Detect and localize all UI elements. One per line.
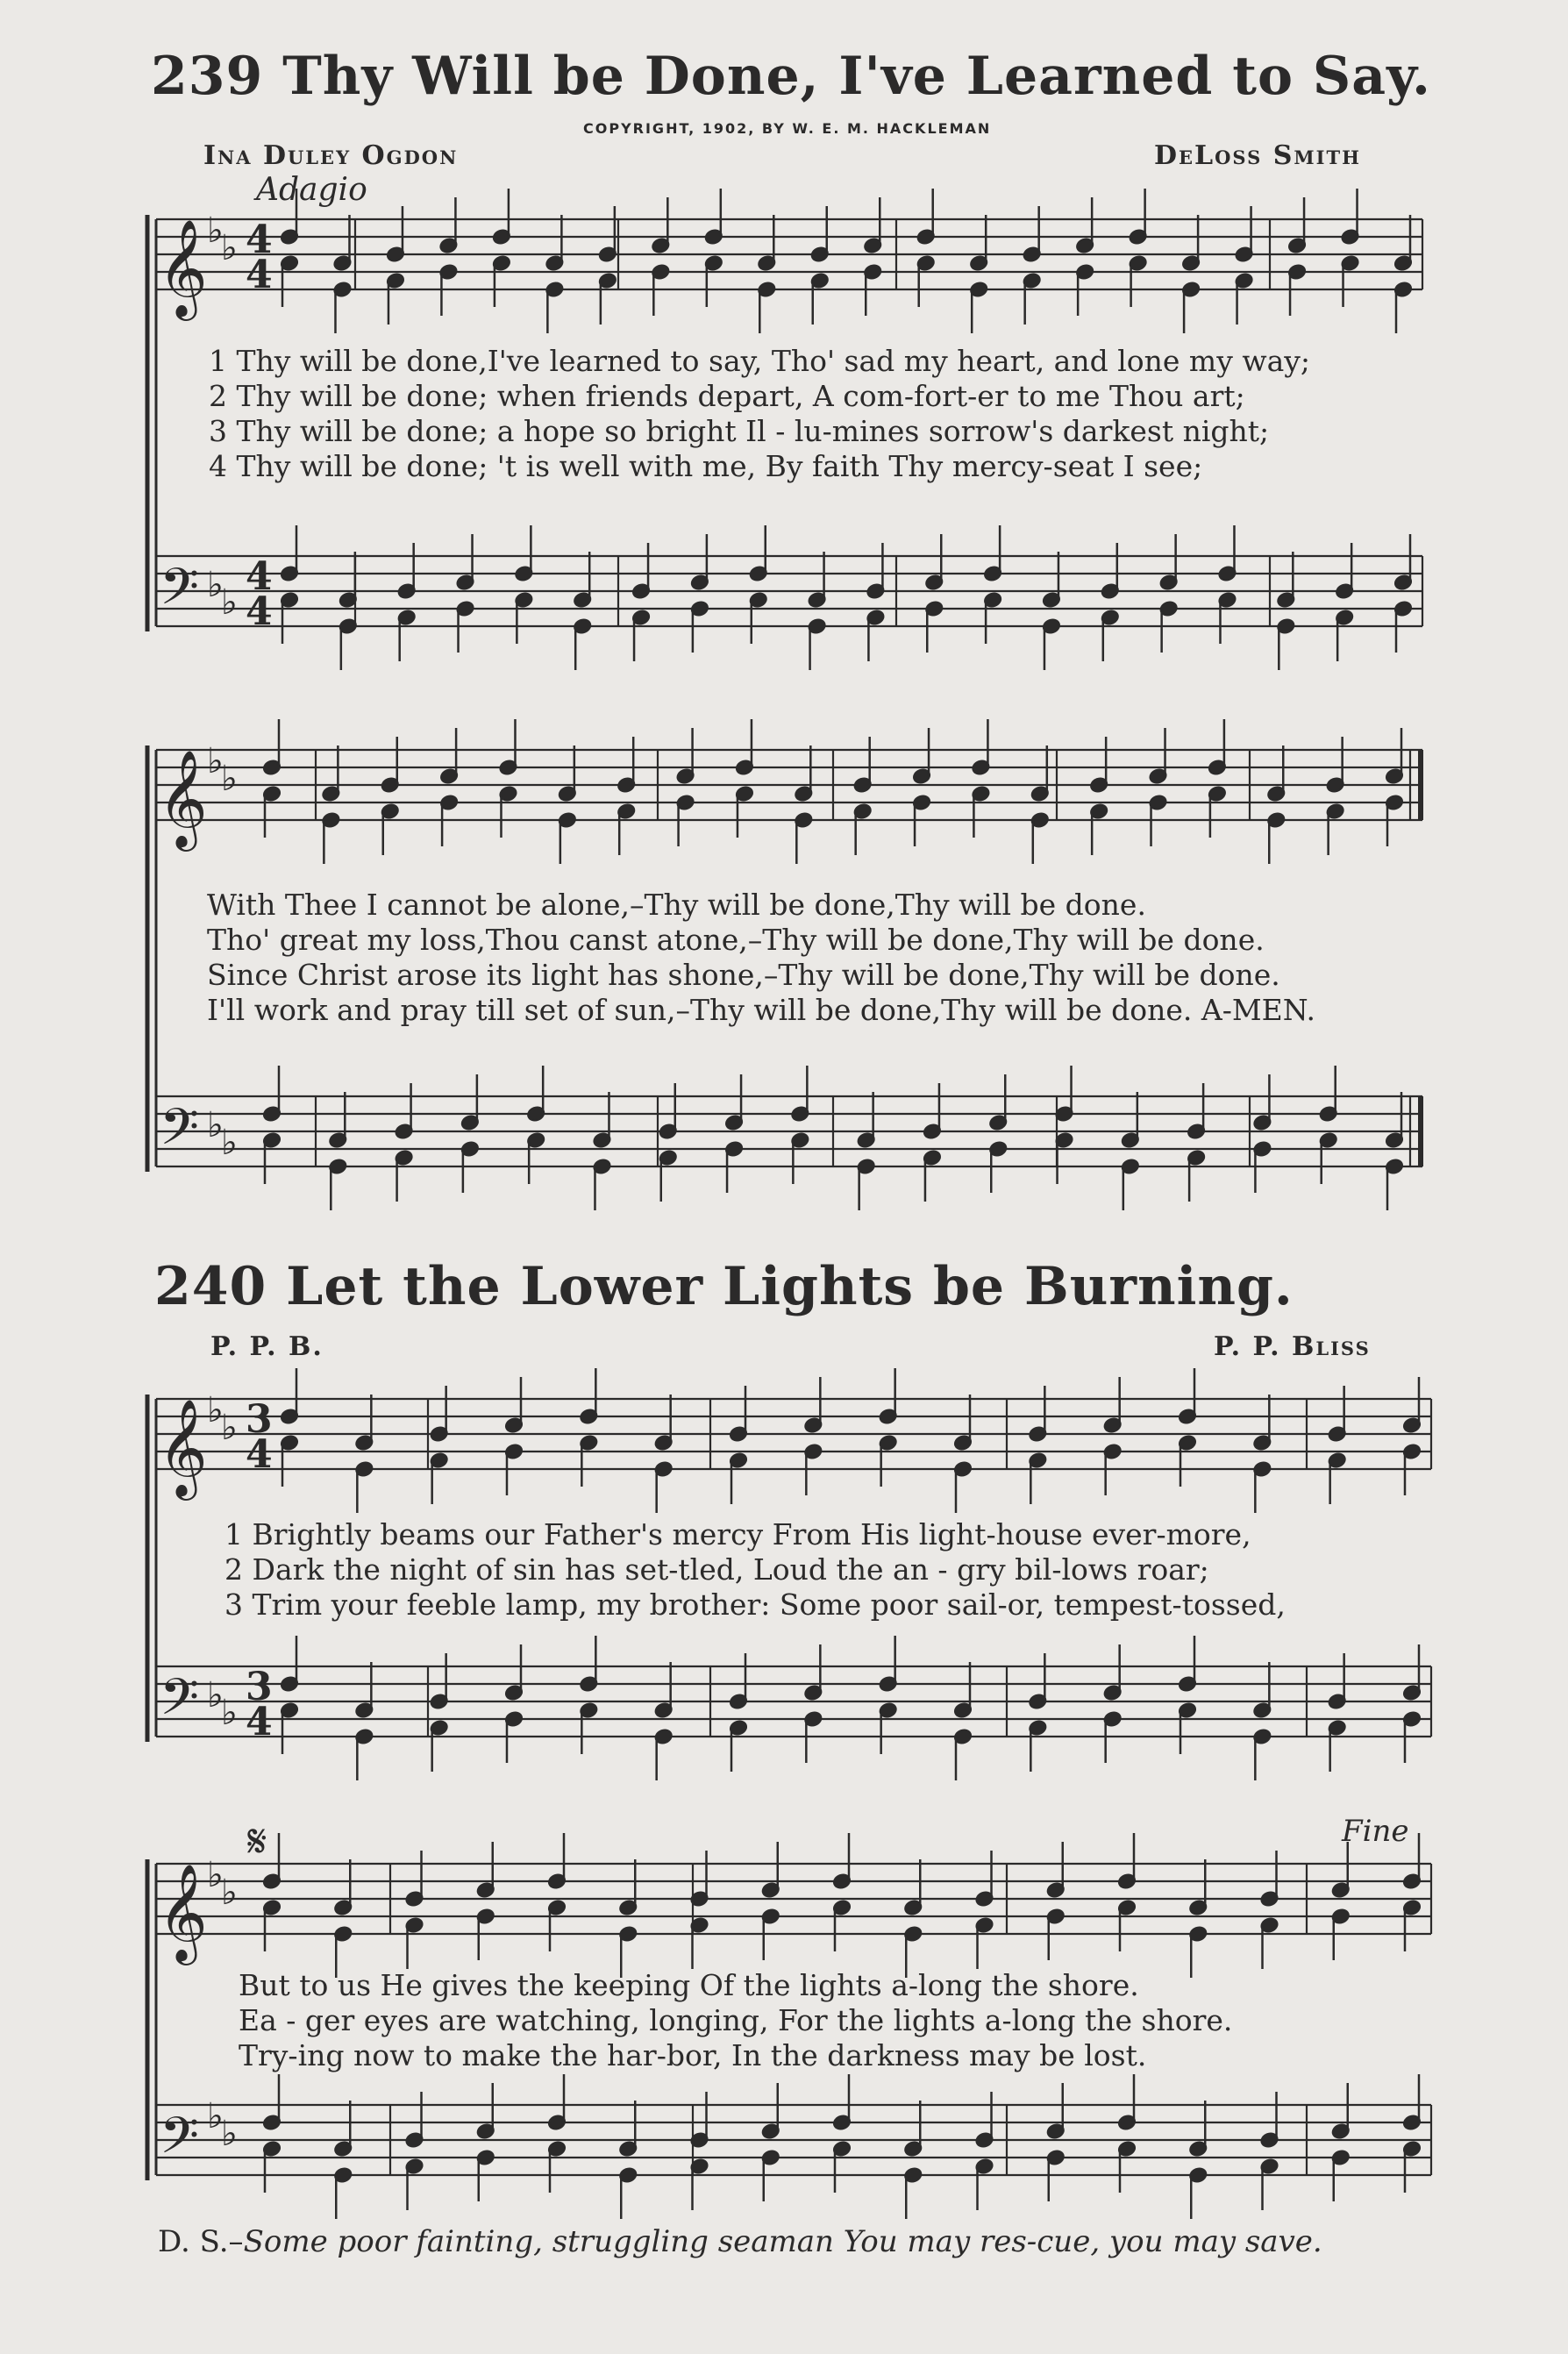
svg-text:♭: ♭ [207, 2096, 224, 2136]
svg-text:4: 4 [246, 1432, 273, 1477]
treble-clef-icon: 𝄞 [158, 218, 208, 317]
ds-text: Some poor fainting, struggling seaman You may res-cue, you may save. [243, 2224, 1322, 2259]
svg-text:♭: ♭ [207, 1105, 224, 1145]
svg-text:4: 4 [246, 1700, 273, 1744]
dal-segno-line [158, 2224, 1322, 2259]
hymn-title-text: Let the Lower Lights be Burning. [286, 1256, 1294, 1317]
svg-text:𝄞: 𝄞 [158, 1863, 208, 1961]
treble-staff [156, 219, 1422, 289]
verse-line: 2 Thy will be done; when friends depart, A com-fort-er to me Thou art; [209, 379, 1245, 413]
svg-text:4: 4 [246, 554, 273, 599]
svg-text:♭: ♭ [207, 565, 224, 605]
hymn-number: 239 [151, 46, 264, 107]
refrain-lyrics-240 [239, 1968, 1232, 2073]
refrain-line: Tho' great my loss,Thou canst atone,–Thy will be done,Thy will be done. [207, 923, 1265, 957]
verse-line: 1 Brightly beams our Father's mercy From His light-house ever-more, [225, 1517, 1251, 1552]
svg-text:𝄞: 𝄞 [158, 1398, 208, 1496]
svg-text:♭: ♭ [221, 759, 238, 799]
refrain-lyrics-239 [207, 888, 1315, 1028]
svg-text:♭: ♭ [221, 228, 238, 268]
svg-text:4: 4 [246, 253, 273, 297]
hymn-240-title [154, 1256, 1294, 1317]
svg-text:♭: ♭ [221, 582, 238, 623]
time-sig-top: 4 [246, 218, 273, 262]
bass-staff [156, 556, 1422, 626]
svg-text:♭: ♭ [207, 741, 224, 781]
lyricist-name: Ina Duley Ogdon [203, 140, 459, 171]
tempo-marking: Adagio [256, 172, 367, 208]
svg-text:♭: ♭ [221, 1408, 238, 1448]
refrain-line: With Thee I cannot be alone,–Thy will be done,Thy will be done. [207, 888, 1146, 922]
verse-line: 3 Thy will be done; a hope so bright Il - lu-mines sorrow's darkest night; [209, 414, 1270, 448]
svg-text:♭: ♭ [207, 210, 224, 251]
svg-text:3: 3 [246, 1665, 273, 1709]
fine-marking: Fine [1342, 1814, 1409, 1849]
verse-line: 3 Trim your feeble lamp, my brother: Some poor sail-or, tempest-tossed, [225, 1587, 1286, 1622]
svg-text:𝄢: 𝄢 [160, 1667, 200, 1739]
ds-label: D. S.– [158, 2224, 244, 2259]
svg-text:♭: ♭ [221, 1872, 238, 1913]
refrain-line: I'll work and pray till set of sun,–Thy will be done,Thy will be done. A-MEN. [207, 993, 1315, 1027]
svg-text:𝄢: 𝄢 [160, 2106, 200, 2178]
segno-icon: 𝄋 [247, 1815, 267, 1868]
verse-lyrics-240 [225, 1517, 1286, 1623]
hymn-number: 240 [154, 1256, 267, 1317]
svg-text:3: 3 [246, 1397, 273, 1442]
refrain-line: Since Christ arose its light has shone,–Thy will be done,Thy will be done. [207, 958, 1280, 992]
svg-text:♭: ♭ [207, 1855, 224, 1895]
svg-text:𝄞: 𝄞 [158, 749, 208, 847]
verse-line: 1 Thy will be done,I've learned to say, Tho' sad my heart, and lone my way; [209, 344, 1311, 378]
bass-clef-icon: 𝄢 [160, 557, 200, 629]
svg-text:♭: ♭ [207, 1390, 224, 1430]
svg-text:♭: ♭ [207, 1675, 224, 1716]
composer-name: DeLoss Smith [1154, 140, 1361, 171]
svg-text:♭: ♭ [221, 1123, 238, 1163]
refrain-line: Ea - ger eyes are watching, longing, For the lights a-long the shore. [239, 2003, 1233, 2037]
lyricist-name: P. P. B. [210, 1331, 324, 1362]
svg-text:♭: ♭ [221, 1693, 238, 1733]
verse-lyrics-239 [209, 344, 1310, 484]
copyright-notice: COPYRIGHT, 1902, BY W. E. M. HACKLEMAN [583, 120, 992, 137]
hymn-title-text: Thy Will be Done, I've Learned to Say. [282, 46, 1431, 107]
verse-line: 4 Thy will be done; 't is well with me, By faith Thy mercy-seat I see; [209, 449, 1203, 483]
svg-text:♭: ♭ [221, 2114, 238, 2154]
verse-line: 2 Dark the night of sin has set-tled, Loud the an - gry bil-lows roar; [225, 1552, 1209, 1587]
composer-name: P. P. Bliss [1214, 1331, 1371, 1362]
refrain-line: But to us He gives the keeping Of the lights a-long the shore. [239, 1968, 1139, 2002]
svg-text:𝄢: 𝄢 [160, 1097, 200, 1169]
refrain-line: Try-ing now to make the har-bor, In the darkness may be lost. [239, 2038, 1147, 2072]
svg-text:4: 4 [246, 589, 273, 634]
